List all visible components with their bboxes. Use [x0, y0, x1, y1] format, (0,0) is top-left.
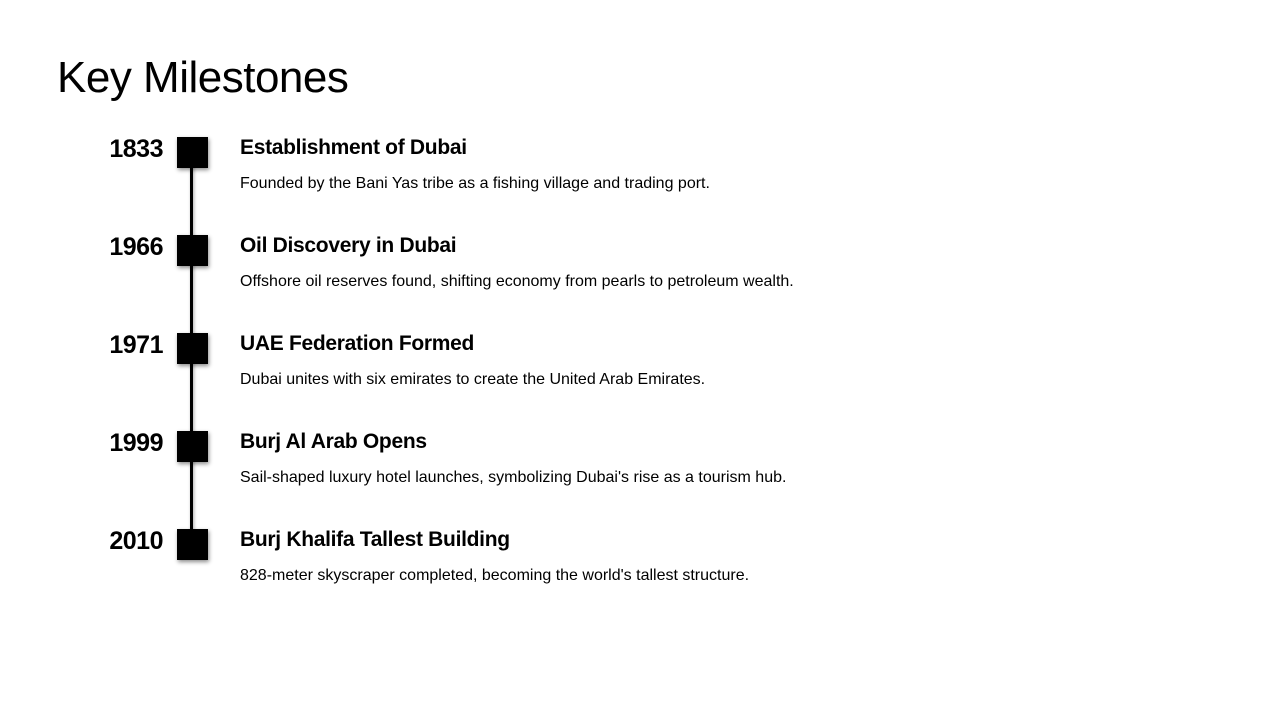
- milestone-description: 828-meter skyscraper completed, becoming the world's tallest structure.: [240, 567, 750, 584]
- milestone-year: 1971: [109, 331, 163, 359]
- milestone-description: Sail-shaped luxury hotel launches, symbolizing Dubai's rise as a tourism hub.: [240, 469, 787, 486]
- milestone-item: [0, 330, 1280, 420]
- milestone-year: 1999: [109, 429, 163, 457]
- timeline-marker: [177, 431, 208, 462]
- milestone-item: [0, 428, 1280, 518]
- milestone-title: Burj Al Arab Opens: [240, 430, 427, 453]
- milestone-year: 1833: [109, 135, 163, 163]
- timeline-marker: [177, 137, 208, 168]
- milestone-description: Founded by the Bani Yas tribe as a fishing village and trading port.: [240, 175, 710, 192]
- milestone-title: Establishment of Dubai: [240, 136, 467, 159]
- milestone-year: 1966: [109, 233, 163, 261]
- milestone-item: [0, 232, 1280, 322]
- milestone-title: Burj Khalifa Tallest Building: [240, 528, 510, 551]
- timeline-marker: [177, 529, 208, 560]
- timeline-marker: [177, 235, 208, 266]
- timeline-marker: [177, 333, 208, 364]
- milestone-item: [0, 134, 1280, 224]
- milestone-item: [0, 526, 1280, 616]
- milestone-description: Dubai unites with six emirates to create the United Arab Emirates.: [240, 371, 706, 388]
- milestone-year: 2010: [109, 527, 163, 555]
- milestone-title: Oil Discovery in Dubai: [240, 234, 457, 257]
- page-title: Key Milestones: [57, 53, 349, 102]
- milestone-description: Offshore oil reserves found, shifting economy from pearls to petroleum wealth.: [240, 273, 794, 290]
- milestone-title: UAE Federation Formed: [240, 332, 475, 355]
